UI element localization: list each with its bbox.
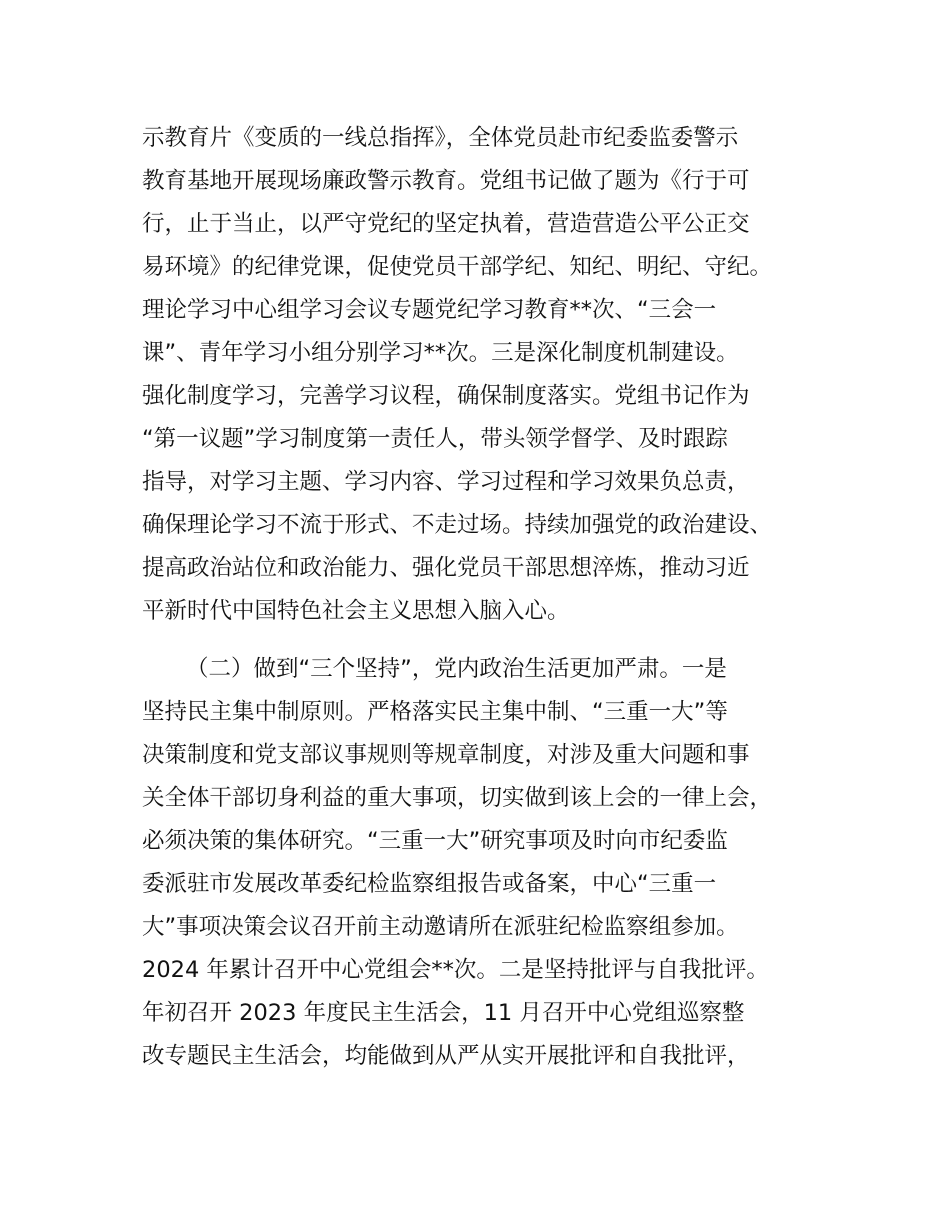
paragraph-heading-line: （二）做到“三个坚持”，党内政治生活更加严肃。一是 — [186, 656, 727, 682]
text-line-10: 确保理论学习不流于形式、不走过场。持续加强党的政治建设、 — [142, 512, 773, 538]
text-line-20: 2024 年累计召开中心党组会**次。二是坚持批评与自我批评。 — [142, 957, 769, 983]
text-line-5: 理论学习中心组学习会议专题党纪学习教育**次、“三会一 — [142, 297, 717, 323]
text-line-12: 平新时代中国特色社会主义思想入脑入心。 — [142, 598, 570, 624]
text-line-2: 教育基地开展现场廉政警示教育。党组书记做了题为《行于可 — [142, 168, 750, 194]
text-line-1: 示教育片《变质的一线总指挥》，全体党员赴市纪委监委警示 — [142, 125, 739, 151]
text-line-3: 行，止于当止，以严守党纪的坚定执着，营造营造公平公正交 — [142, 211, 750, 237]
text-line-22: 改专题民主生活会，均能做到从严从实开展批评和自我批评， — [142, 1043, 750, 1069]
text-line-7: 强化制度学习，完善学习议程，确保制度落实。党组书记作为 — [142, 383, 750, 409]
text-line-16: 关全体干部切身利益的重大事项，切实做到该上会的一律上会， — [142, 785, 773, 811]
text-line-15: 决策制度和党支部议事规则等规章制度，对涉及重大问题和事 — [142, 742, 750, 768]
text-line-21: 年初召开 2023 年度民主生活会，11 月召开中心党组巡察整 — [142, 1000, 745, 1026]
text-line-19: 大”事项决策会议召开前主动邀请所在派驻纪检监察组参加。 — [142, 914, 739, 940]
text-line-11: 提高政治站位和政治能力、强化党员干部思想淬炼，推动习近 — [142, 555, 750, 581]
text-line-17: 必须决策的集体研究。“三重一大”研究事项及时向市纪委监 — [142, 828, 728, 854]
text-line-14: 坚持民主集中制原则。严格落实民主集中制、“三重一大”等 — [142, 699, 728, 725]
text-line-18: 委派驻市发展改革委纪检监察组报告或备案，中心“三重一 — [142, 871, 717, 897]
text-line-8: “第一议题”学习制度第一责任人，带头领学督学、及时跟踪 — [142, 426, 728, 452]
text-line-6: 课”、青年学习小组分别学习**次。三是深化制度机制建设。 — [142, 340, 739, 366]
text-line-4: 易环境》的纪律党课，促使党员干部学纪、知纪、明纪、守纪。 — [142, 254, 773, 280]
text-line-9: 指导，对学习主题、学习内容、学习过程和学习效果负总责， — [142, 469, 750, 495]
